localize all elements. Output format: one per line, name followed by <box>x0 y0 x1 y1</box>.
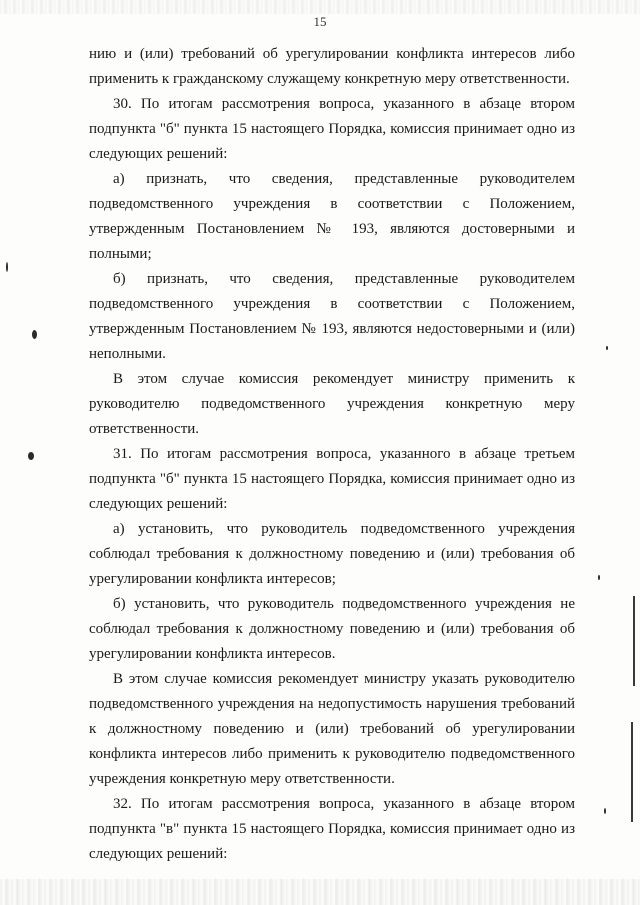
scan-speck <box>32 330 37 339</box>
paragraph: 32. По итогам рассмотрения вопроса, указанного в абзаце втором подпункта "в" пункта 15 настоящего Порядка, комиссия принимает одно из следующих решений: <box>89 796 575 862</box>
scan-speck <box>28 452 34 460</box>
paragraph: а) признать, что сведения, представленные руководителем подведомственного учреждения в соответствии с Положением, утвержденным Постановлением № 193, являются достоверными и полными; <box>89 171 575 262</box>
scan-speck <box>598 575 600 580</box>
paragraph: б) установить, что руководитель подведомственного учреждения не соблюдал требования к должностному поведению и (или) требования об урегулировании конфликта интересов. <box>89 596 575 662</box>
paragraph: 30. По итогам рассмотрения вопроса, указанного в абзаце втором подпункта "б" пункта 15 настоящего Порядка, комиссия принимает одно из следующих решений: <box>89 96 575 162</box>
scan-speck <box>606 346 608 350</box>
scan-noise-bottom <box>0 879 640 905</box>
paragraph: В этом случае комиссия рекомендует министру применить к руководителю подведомственного учреждения конкретную меру ответственности. <box>89 371 575 437</box>
scan-edge-shadow <box>633 596 635 686</box>
scan-noise-top <box>0 0 640 14</box>
paragraph: б) признать, что сведения, представленные руководителем подведомственного учреждения в соответствии с Положением, утвержденным Постановлением № 193, являются недостоверными и (или) неполными. <box>89 271 575 362</box>
scan-speck <box>6 262 8 272</box>
scan-edge-shadow <box>631 722 633 822</box>
paragraph: В этом случае комиссия рекомендует министру указать руководителю подведомственного учреждения на недопустимость нарушения требований к должностному поведению и (или) требований об урегулировании конфликта интересов либо применить к руководителю подведомственного учреждения конкретную меру ответственности. <box>89 671 575 787</box>
document-body <box>89 42 575 867</box>
paragraph: нию и (или) требований об урегулировании конфликта интересов либо применить к гражданскому служащему конкретную меру ответственности. <box>89 46 575 87</box>
paragraph: 31. По итогам рассмотрения вопроса, указанного в абзаце третьем подпункта "б" пункта 15 настоящего Порядка, комиссия принимает одно из следующих решений: <box>89 446 575 512</box>
page-number: 15 <box>313 14 327 29</box>
paragraph: а) установить, что руководитель подведомственного учреждения соблюдал требования к должностному поведению и (или) требования об урегулировании конфликта интересов; <box>89 521 575 587</box>
scan-speck <box>604 808 606 814</box>
